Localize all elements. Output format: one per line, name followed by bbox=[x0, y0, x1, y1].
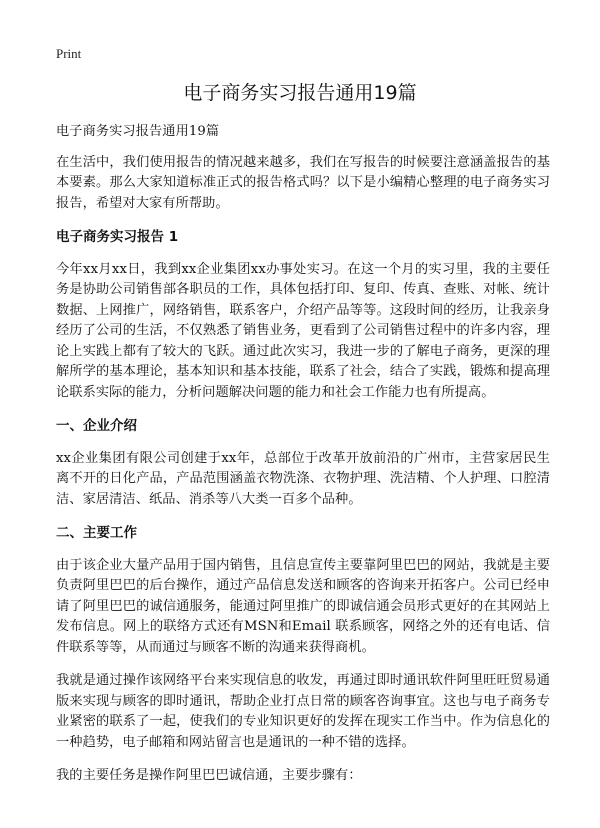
report-1-heading: 电子商务实习报告 1 bbox=[56, 229, 179, 245]
main-work-paragraph-2: 我就是通过操作该网络平台来实现信息的收发，再通过即时通讯软件阿里旺旺贸易通版来实现与顾客的即时通讯，帮助企业打点日常的顾客咨询事宜。这也与电子商务专业紧密的联系了一起，使我们的专业知识更好的发挥在现实工作当中。作为信息化的一种趋势，电子邮箱和网站留言也是通讯的一种不错的选择。 bbox=[56, 673, 550, 750]
company-intro-paragraph: xx企业集团有限公司创建于xx年，总部位于改革开放前沿的广州市，主营家居民生离不开的日化产品，产品范围涵盖衣物洗涤、衣物护理、洗洁精、个人护理、口腔清洁、家居清洁、纸品、消杀等八大类一百多个品种。 bbox=[56, 450, 550, 507]
print-link[interactable]: Print bbox=[56, 46, 82, 61]
main-work-heading: 二、主要工作 bbox=[56, 525, 137, 541]
main-work-paragraph-3: 我的主要任务是操作阿里巴巴诚信通，主要步骤有： bbox=[56, 768, 362, 783]
document-body bbox=[56, 122, 550, 800]
report-1-paragraph: 今年xx月xx日，我到xx企业集团xx办事处实习。在这一个月的实习里，我的主要任务是协助公司销售部各职员的工作，具体包括打印、复印、传真、查账、对帐、统计数据、上网推广，网络销售，联系客户，介绍产品等等。这段时间的经历，让我亲身经历了公司的生活，不仅熟悉了销售业务，更看到了公司销售过程中的许多内容，理论上实践上都有了较大的飞跃。通过此次实习，我进一步的了解电子商务，更深的理解所学的基本理论，基本知识和基本技能，联系了社会，结合了实践，锻炼和提高理论联系实际的能力，分析问题解决问题的能力和社会工作能力也有所提高。 bbox=[56, 261, 550, 400]
intro-paragraph: 在生活中，我们使用报告的情况越来越多，我们在写报告的时候要注意涵盖报告的基本要素。那么大家知道标准正式的报告格式吗？以下是小编精心整理的电子商务实习报告，希望对大家有所帮助。 bbox=[56, 154, 550, 211]
main-work-paragraph-1: 由于该企业大量产品用于国内销售，且信息宣传主要靠阿里巴巴的网站，我就是主要负责阿里巴巴的后台操作，通过产品信息发送和顾客的咨询来开拓客户。公司已经申请了阿里巴巴的诚信通服务，能通过阿里推广的即诚信通会员形式更好的在其网站上发布信息。网上的联络方式还有MSN和Email 联系顾客，网络之外的还有电话、信件联系等等，从而通过与顾客不断的沟通来获得商机。 bbox=[56, 557, 550, 655]
document-title: 电子商务实习报告通用19篇 bbox=[183, 82, 417, 104]
company-intro-heading: 一、企业介绍 bbox=[56, 418, 137, 434]
document-subtitle: 电子商务实习报告通用19篇 bbox=[56, 124, 220, 139]
